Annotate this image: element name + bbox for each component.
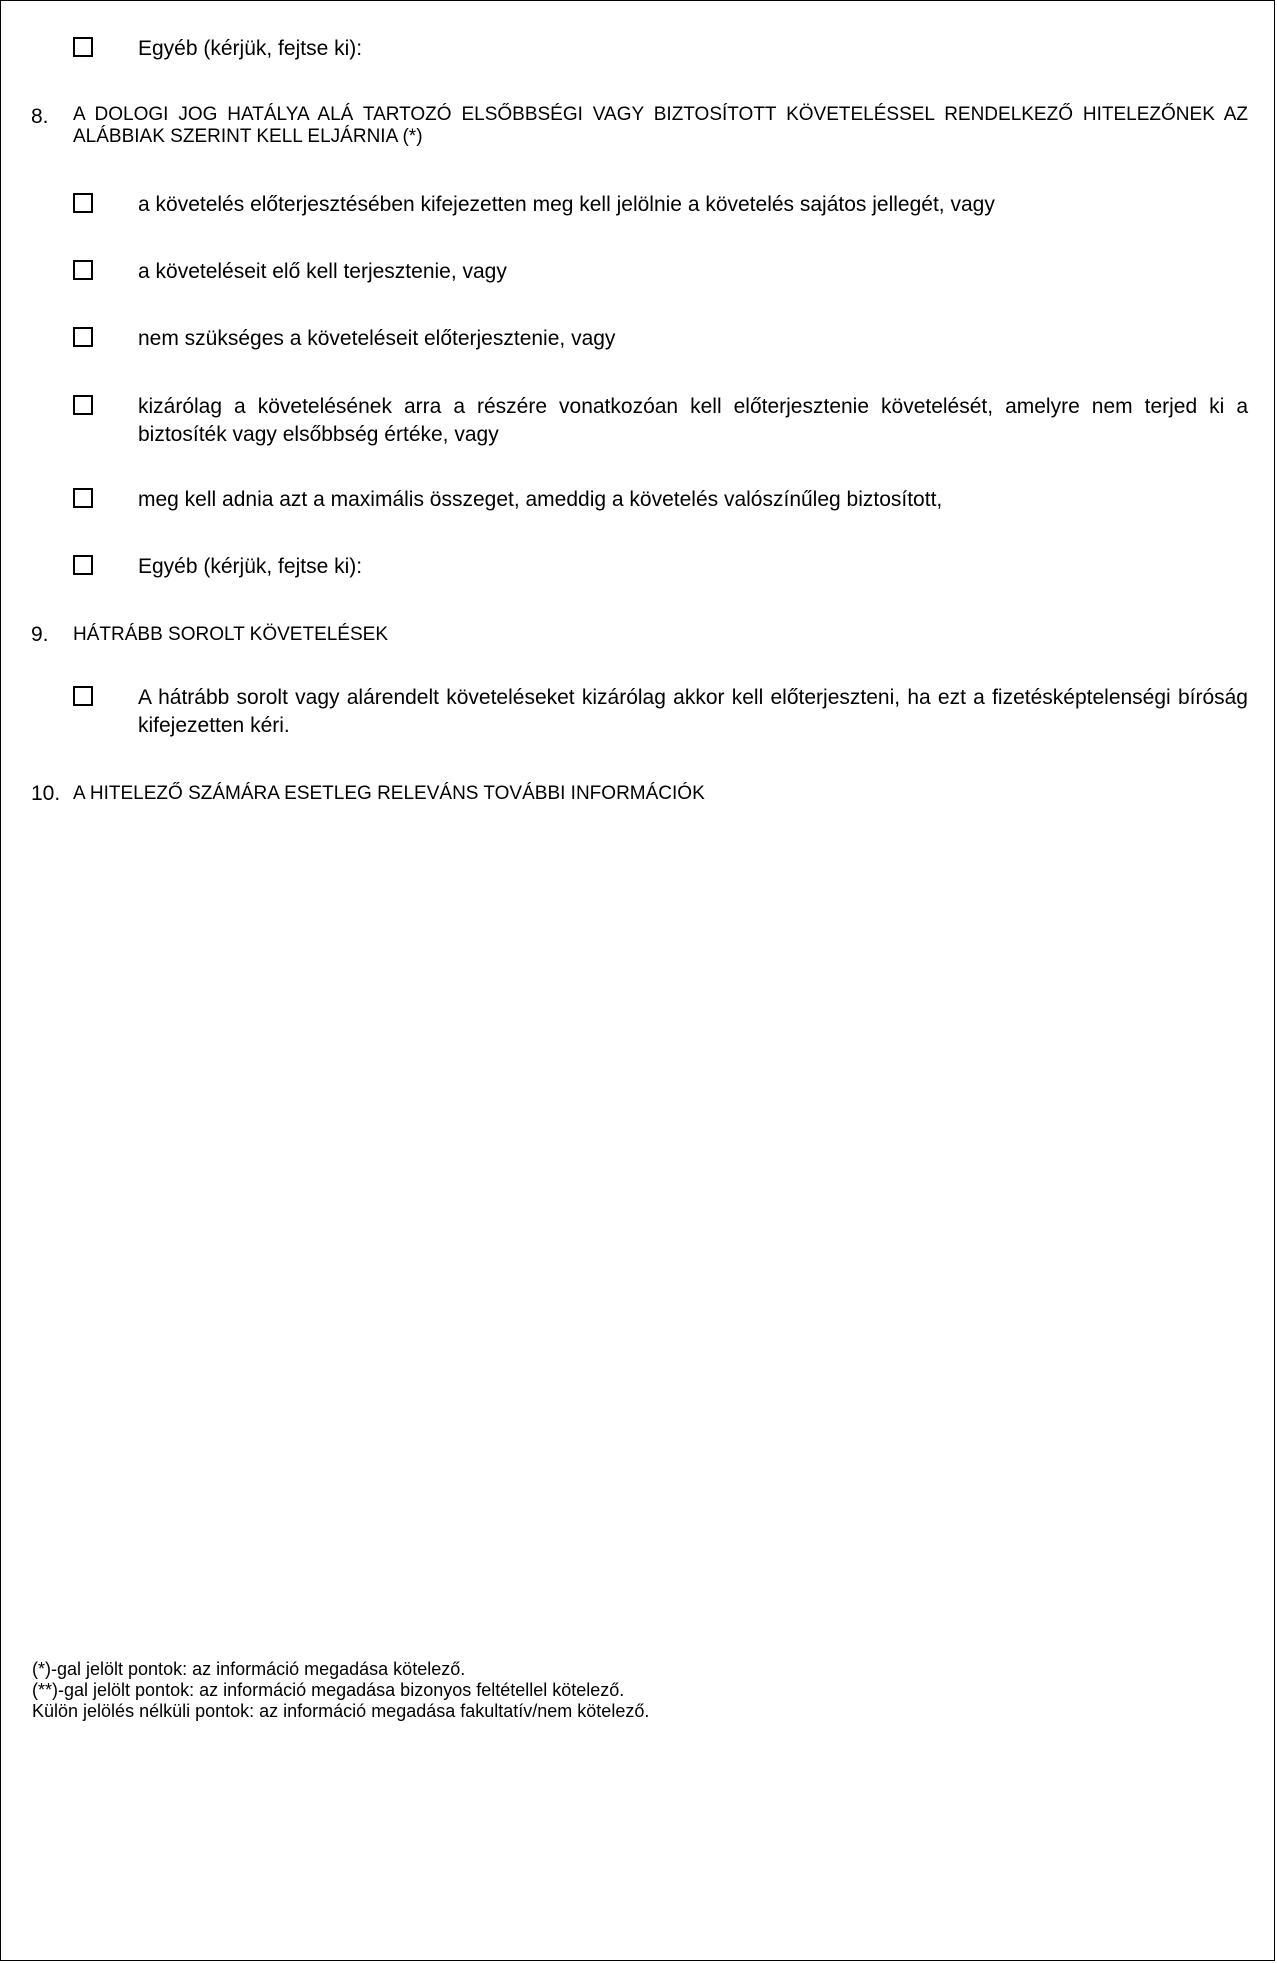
option-label: A hátrább sorolt vagy alárendelt követeléseket kizárólag akkor kell előterjeszteni, ha ezt a fizetésképtelenségi bíróság kifejezetten kéri. xyxy=(138,686,1248,737)
section-9-heading xyxy=(31,621,1248,649)
checkbox-8-4[interactable] xyxy=(73,395,93,415)
option-label: nem szükséges a követeléseit előterjesztenie, vagy xyxy=(138,327,616,350)
option-label: meg kell adnia azt a maximális összeget, ameddig a követelés valószínűleg biztosított, xyxy=(138,488,943,511)
section-10-heading xyxy=(31,780,1248,808)
option-label: kizárólag a követelésének arra a részére vonatkozóan kell előterjesztenie követelését, amelyre nem terjed ki a biztosíték vagy elsőbbség értéke, vagy xyxy=(138,395,1248,446)
option-row-8-6 xyxy=(73,553,1248,581)
footnote-mandatory: (*)-gal jelölt pontok: az információ megadása kötelező. xyxy=(32,1659,466,1679)
option-label: Egyéb (kérjük, fejtse ki): xyxy=(138,37,363,60)
checkbox-other-7[interactable] xyxy=(73,37,93,57)
checkbox-9-1[interactable] xyxy=(73,686,93,706)
footnote-optional: Külön jelölés nélküli pontok: az információ megadása fakultatív/nem kötelező. xyxy=(32,1701,650,1721)
section-number: 9. xyxy=(31,623,49,646)
option-row-8-1 xyxy=(73,191,1248,219)
checkbox-8-5[interactable] xyxy=(73,488,93,508)
footnote-conditional: (**)-gal jelölt pontok: az információ megadása bizonyos feltétellel kötelező. xyxy=(32,1680,625,1700)
section-title: A HITELEZŐ SZÁMÁRA ESETLEG RELEVÁNS TOVÁBBI INFORMÁCIÓK xyxy=(73,783,705,804)
checkbox-8-3[interactable] xyxy=(73,327,93,347)
option-label: Egyéb (kérjük, fejtse ki): xyxy=(138,555,363,578)
section-title: HÁTRÁBB SOROLT KÖVETELÉSEK xyxy=(73,624,389,645)
option-row-8-3 xyxy=(73,325,1248,353)
checkbox-8-2[interactable] xyxy=(73,260,93,280)
section-8-heading xyxy=(31,103,1248,148)
option-row-8-5 xyxy=(73,486,1248,514)
footnotes xyxy=(32,1659,649,1722)
option-row-9-1 xyxy=(73,684,1248,740)
section-number: 8. xyxy=(31,105,49,128)
section-number: 10. xyxy=(31,782,61,805)
option-row-other-7 xyxy=(73,35,1248,63)
option-row-8-2 xyxy=(73,258,1248,286)
section-title: A DOLOGI JOG HATÁLYA ALÁ TARTOZÓ ELSŐBBSÉGI VAGY BIZTOSÍTOTT KÖVETELÉSSEL RENDELKEZŐ HITELEZŐNEK AZ ALÁBBIAK SZERINT KELL ELJÁRNIA (*) xyxy=(73,104,1248,147)
option-label: a követeléseit elő kell terjesztenie, vagy xyxy=(138,260,507,283)
option-label: a követelés előterjesztésében kifejezetten meg kell jelölnie a követelés sajátos jellegét, vagy xyxy=(138,193,995,216)
checkbox-8-1[interactable] xyxy=(73,193,93,213)
option-row-8-4 xyxy=(73,393,1248,449)
checkbox-8-6[interactable] xyxy=(73,555,93,575)
